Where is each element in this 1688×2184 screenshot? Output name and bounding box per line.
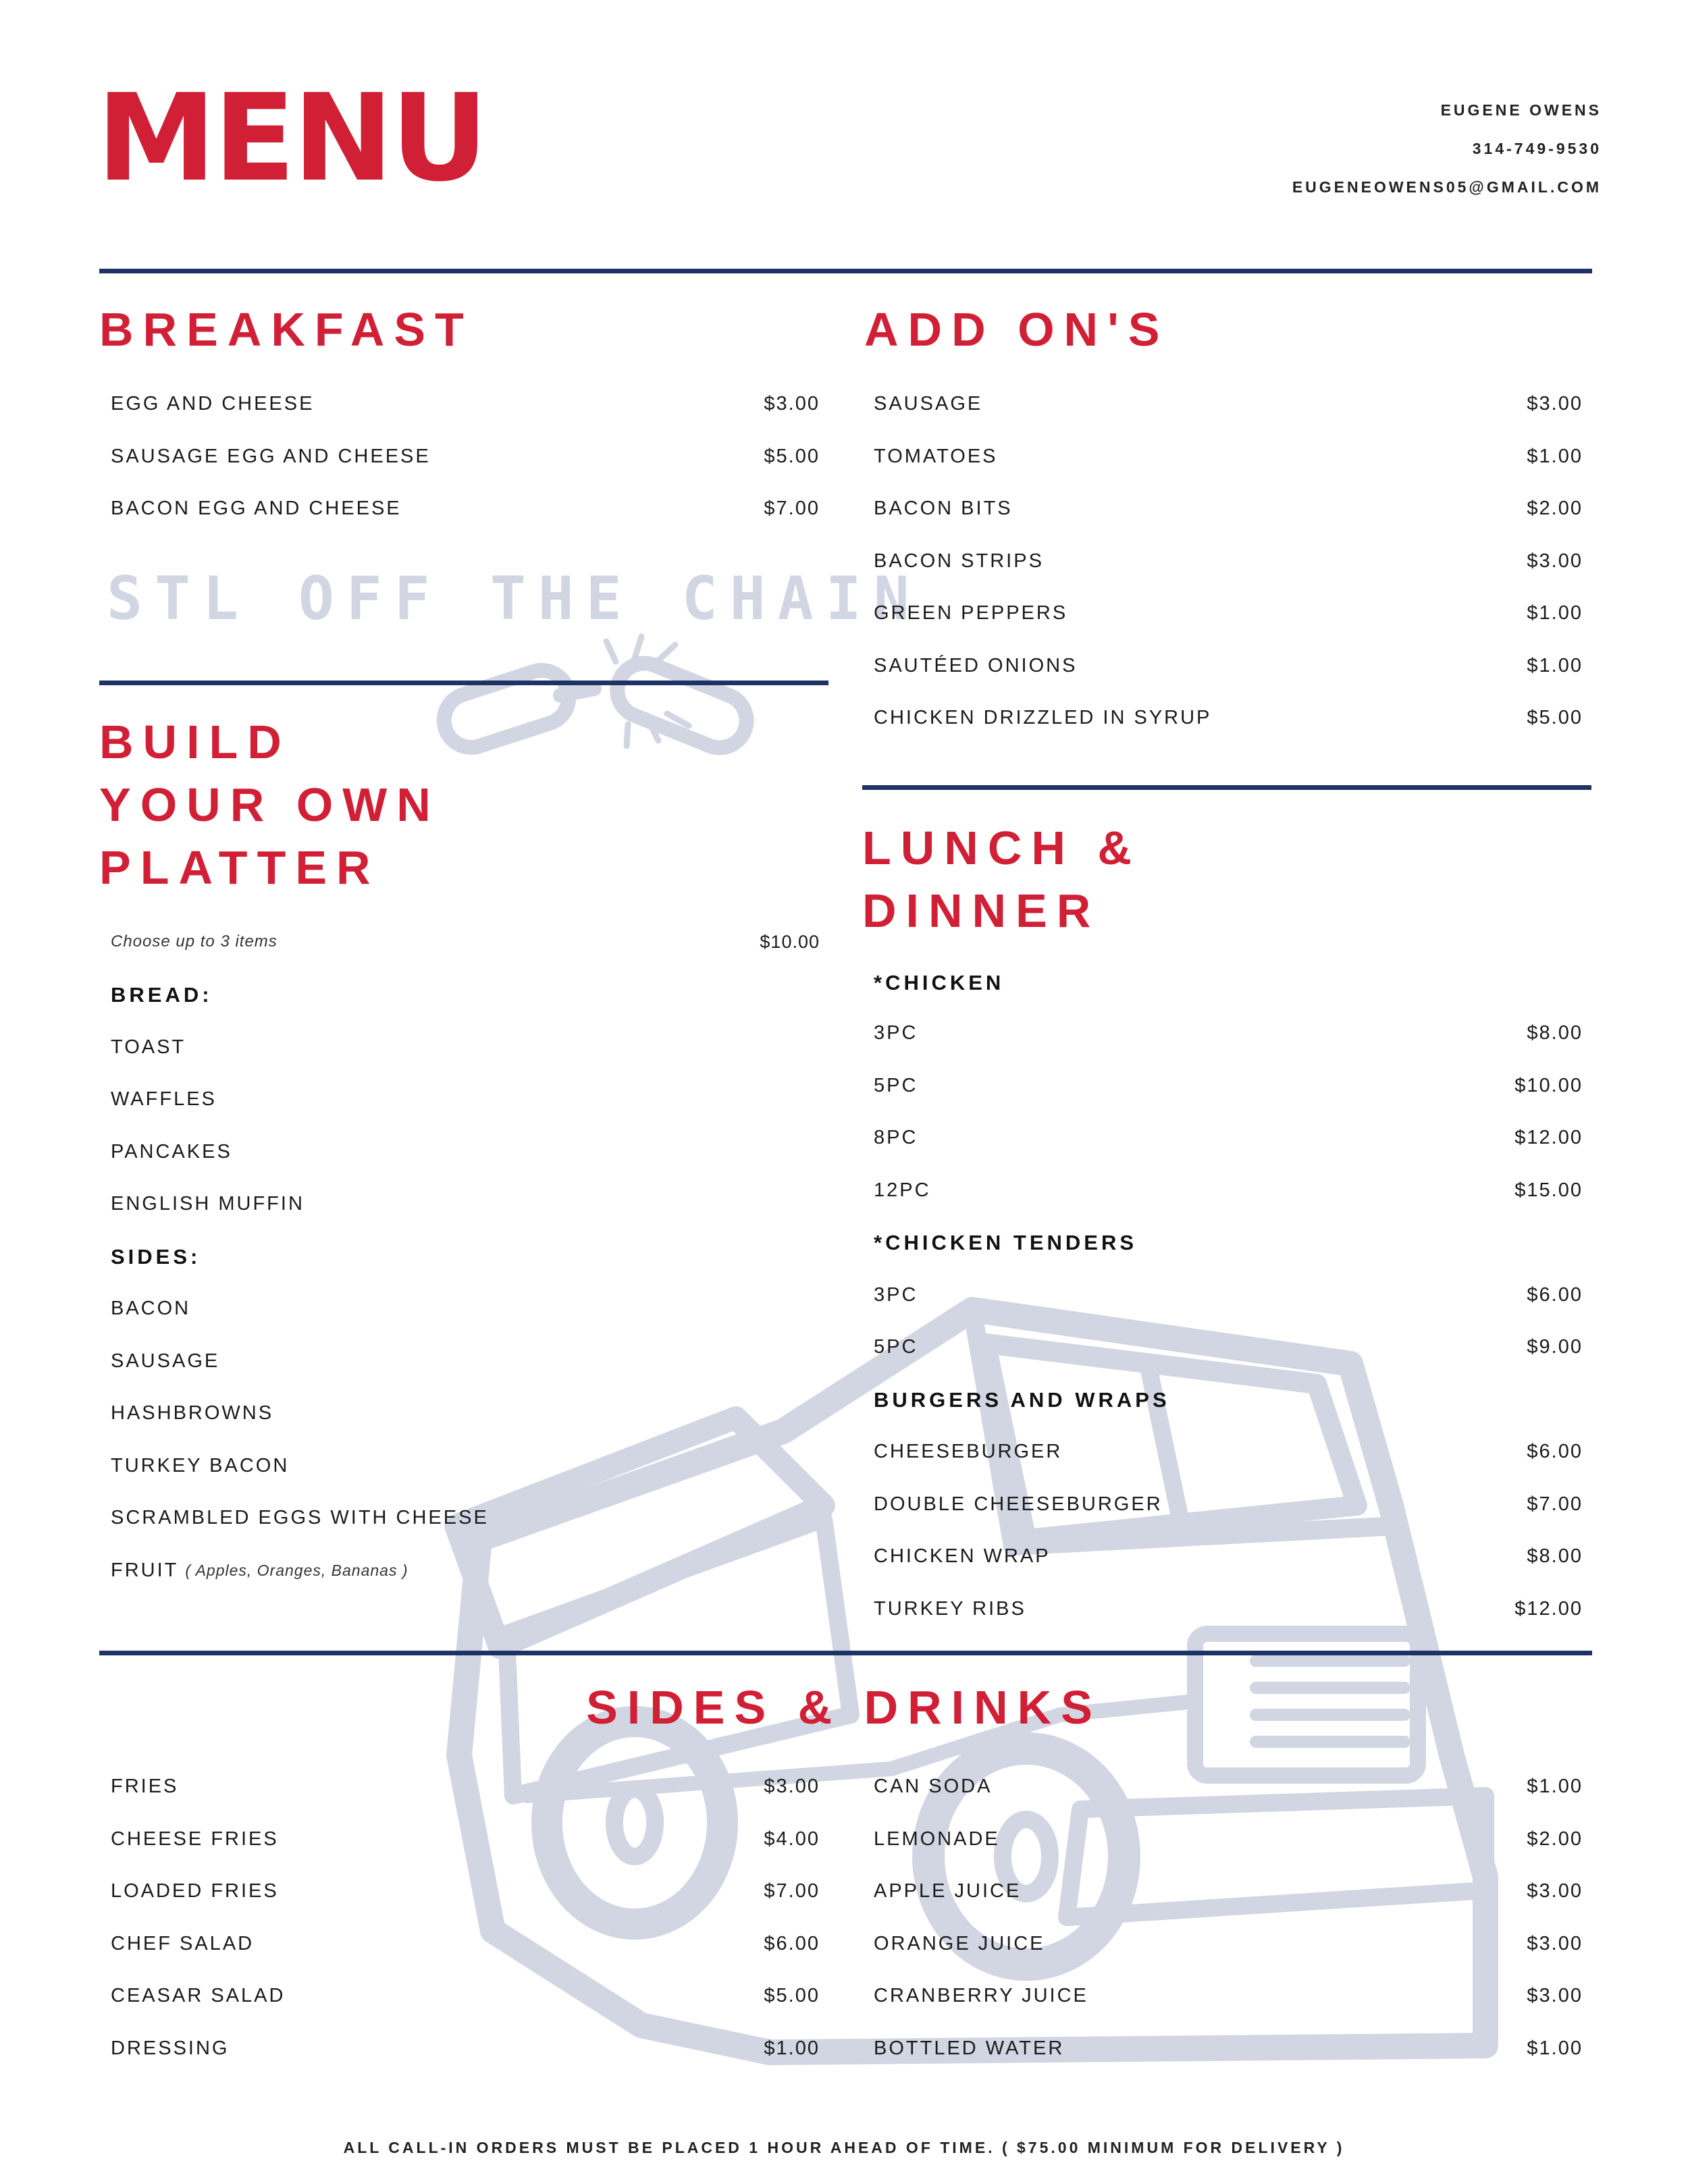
menu-item (874, 1583, 1583, 1636)
item-price: $1.00 (1527, 654, 1583, 676)
fruit-note: ( Apples, Oranges, Bananas ) (185, 1561, 408, 1579)
item-name: 3PC (874, 1022, 918, 1044)
item-name: FRIES (111, 1776, 179, 1798)
breakfast-heading: BREAKFAST (99, 303, 473, 356)
item-name: ORANGE JUICE (874, 1932, 1045, 1954)
menu-item (874, 640, 1583, 693)
platter-note-row (111, 915, 820, 969)
menu-item (874, 587, 1583, 640)
item-price: $1.00 (764, 2037, 820, 2059)
menu-item (111, 2023, 820, 2075)
item-name: CHICKEN DRIZZLED IN SYRUP (874, 707, 1212, 729)
item-price: $12.00 (1514, 1127, 1583, 1149)
item-name: CRANBERRY JUICE (874, 1985, 1088, 2007)
item-price: $3.00 (764, 393, 820, 415)
item-name: BACON (111, 1298, 191, 1320)
item-price: $4.00 (764, 1828, 820, 1850)
addons-list (874, 378, 1583, 745)
menu-item (111, 1918, 820, 1971)
item-price: $12.00 (1514, 1597, 1583, 1620)
lunch-heading (862, 817, 1141, 942)
item-price: $8.00 (1527, 1022, 1583, 1044)
item-price: $3.00 (1527, 1932, 1583, 1954)
menu-item (874, 1060, 1583, 1113)
heading-line: PLATTER (99, 841, 380, 894)
list-item (111, 1387, 820, 1440)
contact-name: EUGENE OWENS (1440, 101, 1602, 119)
item-price: $3.00 (1527, 550, 1583, 572)
item-price: $3.00 (1527, 1880, 1583, 1902)
item-price: $5.00 (1527, 707, 1583, 729)
menu-item (111, 1813, 820, 1866)
item-price: $7.00 (1527, 1493, 1583, 1515)
item-name: TOMATOES (874, 445, 998, 467)
heading-line: YOUR OWN (99, 778, 440, 831)
item-price: $5.00 (764, 445, 820, 467)
item-name: 12PC (874, 1179, 931, 1201)
platter-price: $10.00 (760, 931, 820, 952)
menu-item (874, 1761, 1583, 1813)
item-name: CHEF SALAD (111, 1932, 255, 1954)
breakfast-list (111, 378, 820, 535)
item-name: CEASAR SALAD (111, 1985, 286, 2007)
footer-note: ALL CALL-IN ORDERS MUST BE PLACED 1 HOUR AHEAD OF TIME. ( $75.00 MINIMUM FOR DELIVERY ) (343, 2139, 1345, 2156)
item-name: CHEESEBURGER (874, 1441, 1063, 1463)
menu-item (874, 483, 1583, 535)
item-name: BOTTLED WATER (874, 2037, 1065, 2059)
item-name: CHEESE FRIES (111, 1828, 279, 1850)
menu-item (874, 1426, 1583, 1479)
menu-item (874, 1970, 1583, 2023)
item-price: $2.00 (1527, 498, 1583, 520)
list-item (111, 1021, 820, 1074)
item-name: TOAST (111, 1036, 186, 1058)
platter-heading (99, 711, 440, 899)
menu-item (874, 1321, 1583, 1374)
item-name: EGG AND CHEESE (111, 393, 315, 415)
menu-item (874, 1918, 1583, 1971)
item-name: WAFFLES (111, 1088, 217, 1111)
item-price: $10.00 (1514, 1074, 1583, 1096)
item-name: APPLE JUICE (874, 1880, 1022, 1902)
item-price: $6.00 (764, 1932, 820, 1954)
item-name: ENGLISH MUFFIN (111, 1193, 305, 1215)
item-name: SAUSAGE (111, 1350, 220, 1372)
item-name: DOUBLE CHEESEBURGER (874, 1493, 1163, 1515)
item-price: $3.00 (764, 1776, 820, 1798)
item-price: $3.00 (1527, 393, 1583, 415)
addons-heading: ADD ON'S (864, 303, 1169, 356)
item-name: 3PC (874, 1283, 918, 1306)
item-name: LEMONADE (874, 1828, 1000, 1850)
menu-item (874, 1865, 1583, 1918)
drinks-list (874, 1761, 1583, 2075)
list-item (111, 1073, 820, 1126)
item-name: SAUSAGE EGG AND CHEESE (111, 445, 431, 467)
item-price: $1.00 (1527, 602, 1583, 624)
sides-list (111, 1761, 820, 2075)
heading-line: BUILD (99, 716, 291, 768)
item-price: $3.00 (1527, 1985, 1583, 2007)
item-name: PANCAKES (111, 1140, 232, 1163)
item-price: $9.00 (1527, 1336, 1583, 1358)
item-name: TURKEY RIBS (874, 1597, 1026, 1620)
menu-item (111, 378, 820, 431)
item-price: $1.00 (1527, 445, 1583, 467)
menu-item (874, 431, 1583, 483)
heading-line: LUNCH & (862, 822, 1141, 874)
item-name: BACON STRIPS (874, 550, 1044, 572)
item-name: LOADED FRIES (111, 1880, 279, 1902)
item-price: $2.00 (1527, 1828, 1583, 1850)
item-price: $6.00 (1527, 1441, 1583, 1463)
left-divider (99, 681, 828, 685)
contact-info (1292, 100, 1602, 215)
menu-item (111, 1865, 820, 1918)
item-name: BACON BITS (874, 498, 1013, 520)
chicken-label: *CHICKEN (874, 971, 1005, 994)
menu-item (874, 1007, 1583, 1060)
list-item (111, 1283, 820, 1335)
bottom-divider (99, 1651, 1592, 1655)
tenders-label: *CHICKEN TENDERS (874, 1231, 1138, 1254)
list-item (111, 1492, 820, 1545)
list-item (111, 1335, 820, 1388)
item-name: GREEN PEPPERS (874, 602, 1068, 624)
item-price: $1.00 (1527, 2037, 1583, 2059)
menu-item (874, 378, 1583, 431)
menu-item (874, 1165, 1583, 1217)
list-item (111, 1545, 820, 1597)
platter-note: Choose up to 3 items (111, 932, 278, 951)
page-title: MENU (97, 68, 486, 208)
menu-item (874, 1530, 1583, 1583)
item-price: $1.00 (1527, 1776, 1583, 1798)
item-name: 8PC (874, 1127, 918, 1149)
menu-item (874, 2023, 1583, 2075)
top-divider (99, 269, 1592, 273)
item-price: $7.00 (764, 498, 820, 520)
menu-item (874, 1112, 1583, 1165)
contact-email: EUGENEOWENS05@GMAIL.COM (1292, 178, 1602, 196)
item-name: 5PC (874, 1074, 918, 1096)
list-item (111, 1440, 820, 1493)
menu-item (111, 431, 820, 483)
menu-item (111, 483, 820, 535)
item-price: $7.00 (764, 1880, 820, 1902)
item-price: $5.00 (764, 1985, 820, 2007)
list-item (111, 1126, 820, 1179)
sides-drinks-heading: SIDES & DRINKS (586, 1681, 1102, 1734)
item-name: DRESSING (111, 2037, 230, 2059)
item-name: SAUSAGE (874, 393, 983, 415)
menu-item (111, 1970, 820, 2023)
item-name: TURKEY BACON (111, 1454, 290, 1476)
platter-list (111, 915, 820, 1597)
menu-item (874, 1813, 1583, 1866)
menu-item (874, 1479, 1583, 1531)
item-name: SCRAMBLED EGGS WITH CHEESE (111, 1507, 489, 1529)
menu-item (111, 1761, 820, 1813)
right-divider (862, 785, 1591, 790)
item-name: CHICKEN WRAP (874, 1545, 1051, 1568)
item-name: SAUTÉED ONIONS (874, 654, 1078, 676)
menu-item (874, 535, 1583, 588)
lunch-list (874, 959, 1583, 1635)
sides-label: SIDES: (111, 1244, 201, 1269)
bread-label: BREAD: (111, 983, 213, 1007)
logo-text: STL OFF THE CHAIN (107, 564, 922, 633)
item-name: HASHBROWNS (111, 1402, 274, 1424)
item-name: FRUIT (111, 1559, 179, 1581)
item-name: 5PC (874, 1336, 918, 1358)
menu-item (874, 1269, 1583, 1322)
item-price: $6.00 (1527, 1283, 1583, 1306)
item-name: CAN SODA (874, 1776, 993, 1798)
burgers-label: BURGERS AND WRAPS (874, 1387, 1170, 1412)
heading-line: DINNER (862, 884, 1101, 937)
contact-phone: 314-749-9530 (1472, 140, 1602, 157)
list-item (111, 1178, 820, 1231)
menu-item (874, 692, 1583, 745)
item-name: BACON EGG AND CHEESE (111, 498, 402, 520)
item-price: $15.00 (1514, 1179, 1583, 1201)
item-price: $8.00 (1527, 1545, 1583, 1568)
